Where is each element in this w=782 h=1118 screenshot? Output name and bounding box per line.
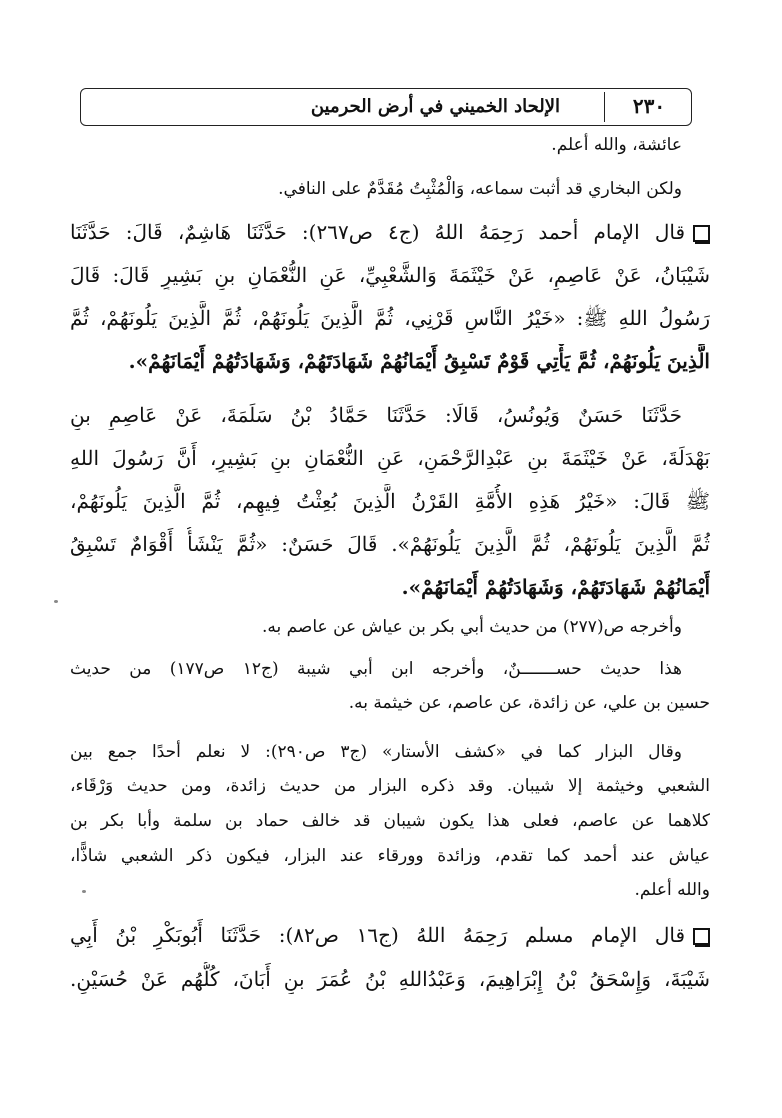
header-divider (604, 92, 605, 122)
hadith-line: شَيْبَةَ، وَإِسْحَقُ بْنُ إِبْرَاهِيمَ، وَعَبْدُاللهِ بْنُ عُمَرَ بنِ أَبَانَ، كُلُّهُم عَنْ حُسَيْنٍ. (70, 967, 710, 991)
hadith-line: قال الإمام مسلم رَحِمَهُ اللهُ (ج١٦ ص٨٢): حَدَّثَنَا أَبُوبَكْرِ بْنُ أَبِي (70, 918, 710, 950)
running-title: الإلحاد الخميني في أرض الحرمين (310, 96, 560, 117)
text-line: كلاهما عن عاصم، فعلى هذا يكون شيبان قد خالف حماد بن سلمة وأبا بكر بن (70, 811, 710, 831)
text-line: حسين بن علي، عن زائدة، عن عاصم، عن خيثمة به. (348, 693, 710, 713)
hadith-line: رَسُولُ اللهِ ﷺ: «خَيْرُ النَّاسِ قَرْنِي، ثُمَّ الَّذِينَ يَلُونَهُمْ، ثُمَّ الَّذِينَ يَلُونَهُمْ، ثُمَّ (70, 306, 710, 330)
hadith-line: بَهْدَلَةَ، عَنْ خَيْثَمَةَ بنِ عَبْدِالرَّحْمَنِ، عَنِ النُّعْمَانِ بنِ بَشِيرٍ، أَنَّ رَسُولَ اللهِ (70, 446, 710, 470)
hadith-line: شَيْبَانُ، عَنْ عَاصِمٍ، عَنْ خَيْثَمَةَ وَالشَّعْبِيِّ، عَنِ النُّعْمَانِ بنِ بَشِيرٍ قَالَ: قَالَ (70, 263, 710, 287)
text-line: والله أعلم. (634, 880, 710, 900)
hadith-line: حَدَّثَنَا حَسَنٌ وَيُونُسُ، قَالَا: حَدَّثَنَا حَمَّادُ بْنُ سَلَمَةَ، عَنْ عَاصِمِ بنِ (70, 403, 682, 427)
hadith-line: الَّذِينَ يَلُونَهُمْ، ثُمَّ يَأْتِي قَوْمٌ تَسْبِقُ أَيْمَانُهُمْ شَهَادَتَهُمْ، وَشَهَادَتُهُمْ أَيْمَانَهُمْ». (128, 349, 710, 373)
square-bullet-icon (693, 928, 710, 945)
scan-speck (82, 890, 86, 893)
hadith-line: ﷺ قَالَ: «خَيْرُ هَذِهِ الأُمَّةِ القَرْنُ الَّذِينَ بُعِثْتُ فِيهِم، ثُمَّ الَّذِينَ يَلُونَهُمْ، (70, 489, 710, 513)
text-line: عائشة، والله أعلم. (551, 135, 682, 155)
text-line: هذا حديث حســـــــنٌ، وأخرجه ابن أبي شيبة (ج١٢ ص١٧٧) من حديث (70, 659, 682, 679)
hadith-line: أَيْمَانُهُمْ شَهَادَتَهُمْ، وَشَهَادَتُهُمْ أَيْمَانَهُمْ». (401, 575, 710, 599)
scan-speck (54, 600, 58, 603)
text-line: الشعبي وخيثمة إلا شيبان. وقد ذكره البزار من حديث زائدة، ومن حديث وَرْقَاء، (70, 776, 710, 796)
text-line: ولكن البخاري قد أثبت سماعه، وَالْمُثْبِتُ مُقَدَّمٌ على النافي. (278, 179, 682, 199)
page-number: ٢٣٠ (632, 94, 666, 118)
text-line: وقال البزار كما في «كشف الأستار» (ج٣ ص٢٩٠): لا نعلم أحدًا جمع بين (70, 742, 682, 762)
hadith-line: قال الإمام أحمد رَحِمَهُ اللهُ (ج٤ ص٢٦٧): حَدَّثَنَا هَاشِمٌ، قَالَ: حَدَّثَنَا (70, 215, 710, 247)
hadith-line: ثُمَّ الَّذِينَ يَلُونَهُمْ، ثُمَّ الَّذِينَ يَلُونَهُمْ». قَالَ حَسَنٌ: «ثُمَّ يَنْشَأُ أَقْوَامٌ تَسْبِقُ (70, 532, 710, 556)
square-bullet-icon (693, 225, 710, 242)
text-line: وأخرجه ص(٢٧٧) من حديث أبي بكر بن عياش عن عاصم به. (261, 617, 682, 637)
text-line: عياش عند أحمد كما تقدم، وزائدة وورقاء عند البزار، فيكون ذكر الشعبي شاذًّا، (70, 846, 710, 866)
